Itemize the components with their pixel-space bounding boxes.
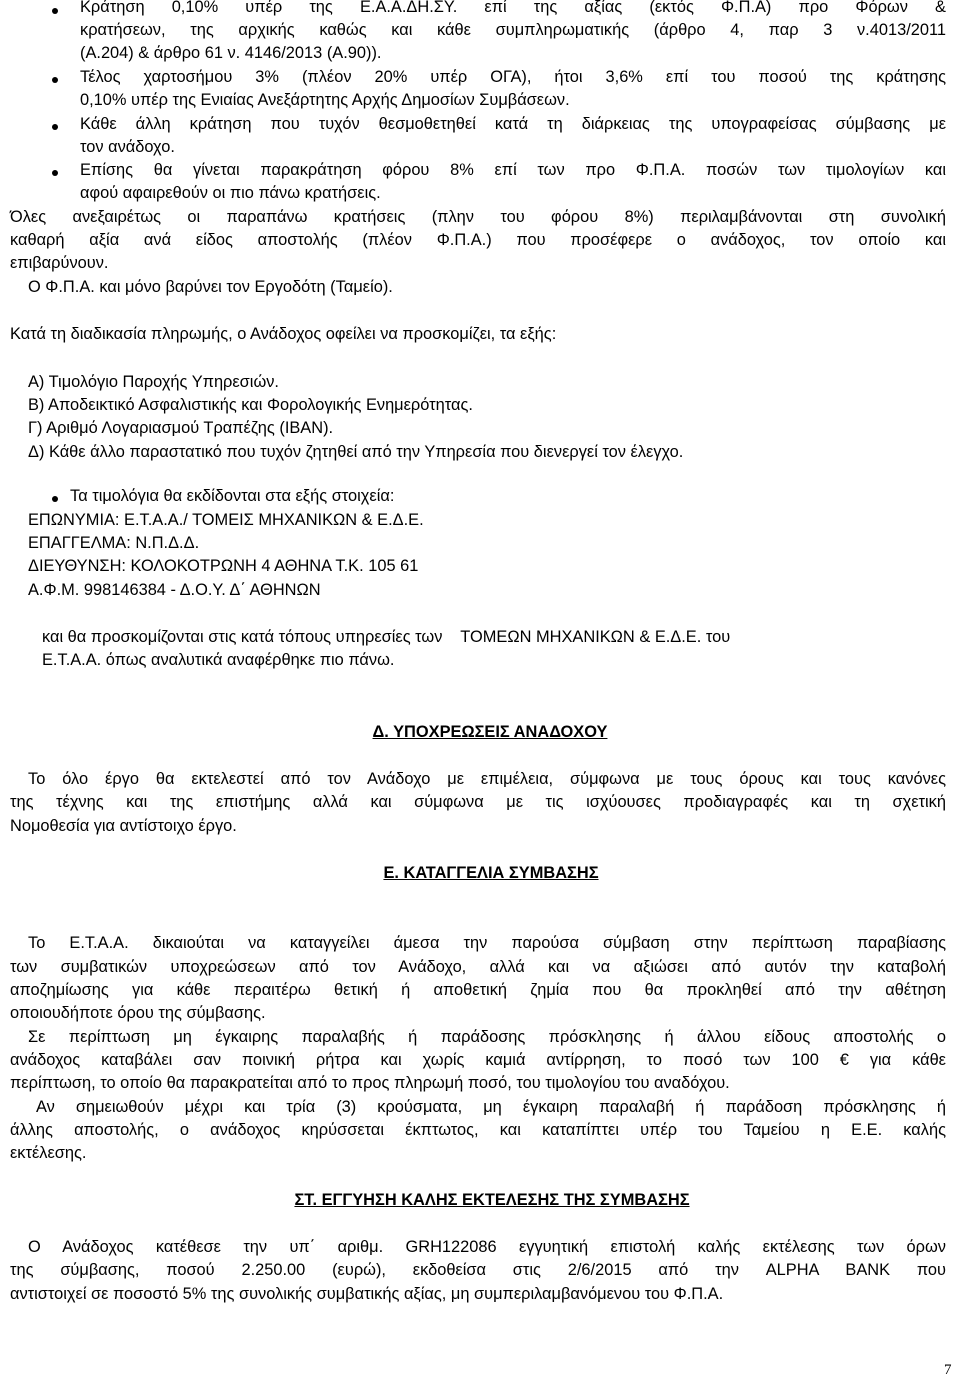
bullet-line: (Α.204) & άρθρο 61 ν. 4146/2013 (Α.90)). <box>80 44 382 62</box>
delivery-line: Ε.Τ.Α.Α. όπως αναλυτικά αναφέρθηκε πιο πάνω. <box>42 651 395 669</box>
payment-doc-item: Α) Τιμολόγιο Παροχής Υπηρεσιών. <box>28 373 279 391</box>
bullet-icon <box>52 124 58 130</box>
bullet-line: Κράτηση 0,10% υπέρ της Ε.Α.Α.ΔΗ.ΣΥ. επί της αξίας (εκτός Φ.Π.Α) προ Φόρων & <box>80 0 946 16</box>
page-number: 7 <box>944 1362 952 1378</box>
section-d-line: Νομοθεσία για αντίστοιχο έργο. <box>10 817 237 835</box>
payment-doc-item: Δ) Κάθε άλλο παραστατικό που τυχόν ζητηθεί από την Υπηρεσία που διενεργεί τον έλεγχο. <box>28 443 684 461</box>
section-e-line: Το Ε.Τ.Α.Α. δικαιούται να καταγγείλει άμεσα την παρούσα σύμβαση στην περίπτωση παραβίασης <box>28 934 946 952</box>
paragraph-line: Όλες ανεξαιρέτως οι παραπάνω κρατήσεις (πλην του φόρου 8%) περιλαμβάνονται στη συνολική <box>10 208 946 226</box>
bullet-icon <box>52 8 58 14</box>
section-st-line: της σύμβασης, ποσού 2.250.00 (ευρώ), εκδοθείσα στις 2/6/2015 από την ALPHA BANK που <box>10 1261 946 1279</box>
payment-intro: Κατά τη διαδικασία πληρωμής, ο Ανάδοχος οφείλει να προσκομίζει, τα εξής: <box>10 325 557 343</box>
section-st-line: αντιστοιχεί σε ποσοστό 5% της συνολικής συμβατικής αξίας, μη συμπεριλαμβανόμενου του Φ.Π.Α. <box>10 1285 724 1303</box>
invoice-detail: ΕΠΑΓΓΕΛΜΑ: Ν.Π.Δ.Δ. <box>28 534 200 552</box>
section-e-title: Ε. ΚΑΤΑΓΓΕΛΙΑ ΣΥΜΒΑΣΗΣ <box>383 864 599 882</box>
invoice-bullet: Τα τιμολόγια θα εκδίδονται στα εξής στοιχεία: <box>70 487 395 505</box>
paragraph-line: επιβαρύνουν. <box>10 254 109 272</box>
section-e-line: των συμβατικών υποχρεώσεων από τον Ανάδοχο, αλλά και να αξιώσει από αυτόν την καταβολή <box>10 958 946 976</box>
paragraph-line: καθαρή αξία ανά είδος αποστολής (πλέον Φ.Π.Α.) που προσέφερε ο ανάδοχος, τον οποίο και <box>10 231 946 249</box>
section-e-line: ανάδοχος καταβάλει σαν ποινική ρήτρα και χωρίς καμιά αντίρρηση, το ποσό των 100 € για κάθε <box>10 1051 946 1069</box>
section-d-title: Δ. ΥΠΟΧΡΕΩΣΕΙΣ ΑΝΑΔΟΧΟΥ <box>372 723 608 741</box>
bullet-line: αφού αφαιρεθούν οι πιο πάνω κρατήσεις. <box>80 184 381 202</box>
bullet-line: κρατήσεων, της αρχικής καθώς και κάθε συμπληρωματικής (άρθρο 4, παρ 3 ν.4013/2011 <box>80 21 946 39</box>
section-st-title: ΣΤ. ΕΓΓΥΗΣΗ ΚΑΛΗΣ ΕΚΤΕΛΕΣΗΣ ΤΗΣ ΣΥΜΒΑΣΗΣ <box>294 1191 690 1209</box>
section-e-line: οποιουδήποτε όρου της σύμβασης. <box>10 1004 266 1022</box>
bullet-line: Κάθε άλλη κράτηση που τυχόν θεσμοθετηθεί κατά τη διάρκειας της υπογραφείσας σύμβασης με <box>80 115 946 133</box>
section-d-line: Το όλο έργο θα εκτελεστεί από τον Ανάδοχο με επιμέλεια, σύμφωνα με τους όρους και τους κανόνες <box>28 770 946 788</box>
section-d-line: της τέχνης και της επιστήμης αλλά και σύμφωνα με τις ισχύουσες προδιαγραφές και τη σχετική <box>10 793 946 811</box>
invoice-detail: ΔΙΕΥΘΥΝΣΗ: ΚΟΛΟΚΟΤΡΩΝΗ 4 ΑΘΗΝΑ Τ.Κ. 105 61 <box>28 557 419 575</box>
section-st-line: Ο Ανάδοχος κατέθεσε την υπ΄ αριθμ. GRH122086 εγγυητική επιστολή καλής εκτέλεσης των όρων <box>28 1238 946 1256</box>
section-e-line: περίπτωση, το οποίο θα παρακρατείται από το προς πληρωμή ποσό, του τιμολογίου του αναδόχου. <box>10 1074 730 1092</box>
section-e-line: Σε περίπτωση μη έγκαιρης παραλαβής ή παράδοσης πρόσκλησης ή άλλου είδους αποστολής ο <box>28 1028 946 1046</box>
bullet-icon <box>52 496 58 502</box>
section-e-line: άλλης αποστολής, ο ανάδοχος κηρύσσεται έκπτωτος, και καταπίπτει υπέρ του Ταμείου η Ε.Ε. καλής <box>10 1121 946 1139</box>
bullet-line: 0,10% υπέρ της Ενιαίας Ανεξάρτητης Αρχής Δημοσίων Συμβάσεων. <box>80 91 570 109</box>
bullet-line: Τέλος χαρτοσήμου 3% (πλέον 20% υπέρ ΟΓΑ), ήτοι 3,6% επί του ποσού της κράτησης <box>80 68 946 86</box>
invoice-detail: Α.Φ.Μ. 998146384 - Δ.Ο.Υ. Δ΄ ΑΘΗΝΩΝ <box>28 581 321 599</box>
invoice-detail: ΕΠΩΝΥΜΙΑ: Ε.Τ.Α.Α./ ΤΟΜΕΙΣ ΜΗΧΑΝΙΚΩΝ & Ε.Δ.Ε. <box>28 511 424 529</box>
bullet-icon <box>52 170 58 176</box>
bullet-line: τον ανάδοχο. <box>80 138 175 156</box>
bullet-line: Επίσης θα γίνεται παρακράτηση φόρου 8% επί των προ Φ.Π.Α. ποσών των τιμολογίων και <box>80 161 946 179</box>
bullet-icon <box>52 77 58 83</box>
section-e-line: Αν σημειωθούν μέχρι και τρία (3) κρούσματα, μη έγκαιρη παραλαβή ή παράδοση πρόσκλησης ή <box>36 1098 946 1116</box>
section-e-line: εκτέλεσης. <box>10 1144 87 1162</box>
section-e-line: αποζημίωσης για κάθε περαιτέρω θετική ή αποθετική ζημία που θα προκληθεί από την αθέτηση <box>10 981 946 999</box>
payment-doc-item: Β) Αποδεικτικό Ασφαλιστικής και Φορολογικής Ενημερότητας. <box>28 396 473 414</box>
payment-doc-item: Γ) Αριθμό Λογαριασμού Τραπέζης (IBAN). <box>28 419 334 437</box>
delivery-line: και θα προσκομίζονται στις κατά τόπους υπηρεσίες των ΤΟΜΕΩΝ ΜΗΧΑΝΙΚΩΝ & Ε.Δ.Ε. του <box>42 628 731 646</box>
vat-note: Ο Φ.Π.Α. και μόνο βαρύνει τον Εργοδότη (Ταμείο). <box>28 278 393 296</box>
